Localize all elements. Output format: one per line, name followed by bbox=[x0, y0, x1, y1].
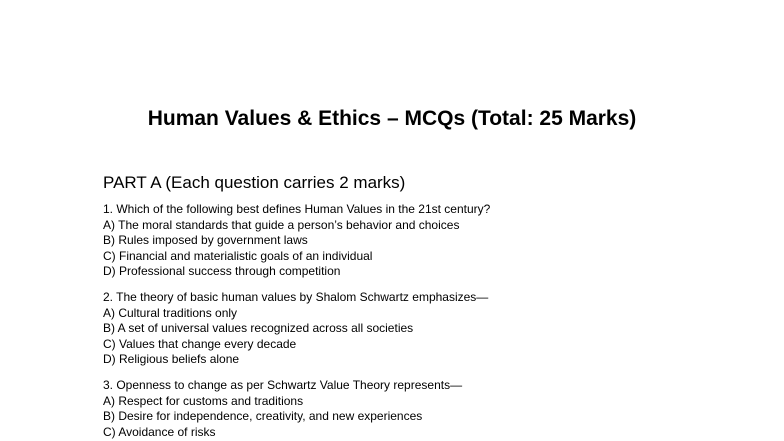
option-c: C) Avoidance of risks bbox=[103, 424, 216, 439]
document-title: Human Values & Ethics – MCQs (Total: 25 Marks) bbox=[147, 107, 637, 130]
option-b: B) Desire for independence, creativity, and new experiences bbox=[103, 409, 423, 424]
option-a: A) Respect for customs and traditions bbox=[103, 393, 304, 408]
option-b: B) Rules imposed by government laws bbox=[103, 233, 308, 248]
question-list bbox=[103, 202, 743, 441]
option-d: D) Professional success through competition bbox=[103, 264, 341, 279]
option-a: A) The moral standards that guide a person’s behavior and choices bbox=[103, 217, 460, 232]
option-c: C) Values that change every decade bbox=[103, 336, 297, 351]
option-c: C) Financial and materialistic goals of an individual bbox=[103, 248, 373, 263]
question-text: 2. The theory of basic human values by Shalom Schwartz emphasizes— bbox=[103, 289, 489, 304]
question-text: 3. Openness to change as per Schwartz Value Theory represents— bbox=[103, 377, 463, 392]
option-a: A) Cultural traditions only bbox=[103, 305, 238, 320]
question-1 bbox=[103, 202, 743, 280]
question-3 bbox=[103, 378, 743, 440]
question-2 bbox=[103, 290, 743, 368]
section-heading-part-a: PART A (Each question carries 2 marks) bbox=[103, 173, 406, 192]
question-text: 1. Which of the following best defines Human Values in the 21st century? bbox=[103, 202, 491, 216]
option-d: D) Religious beliefs alone bbox=[103, 352, 240, 367]
option-b: B) A set of universal values recognized across all societies bbox=[103, 321, 414, 336]
